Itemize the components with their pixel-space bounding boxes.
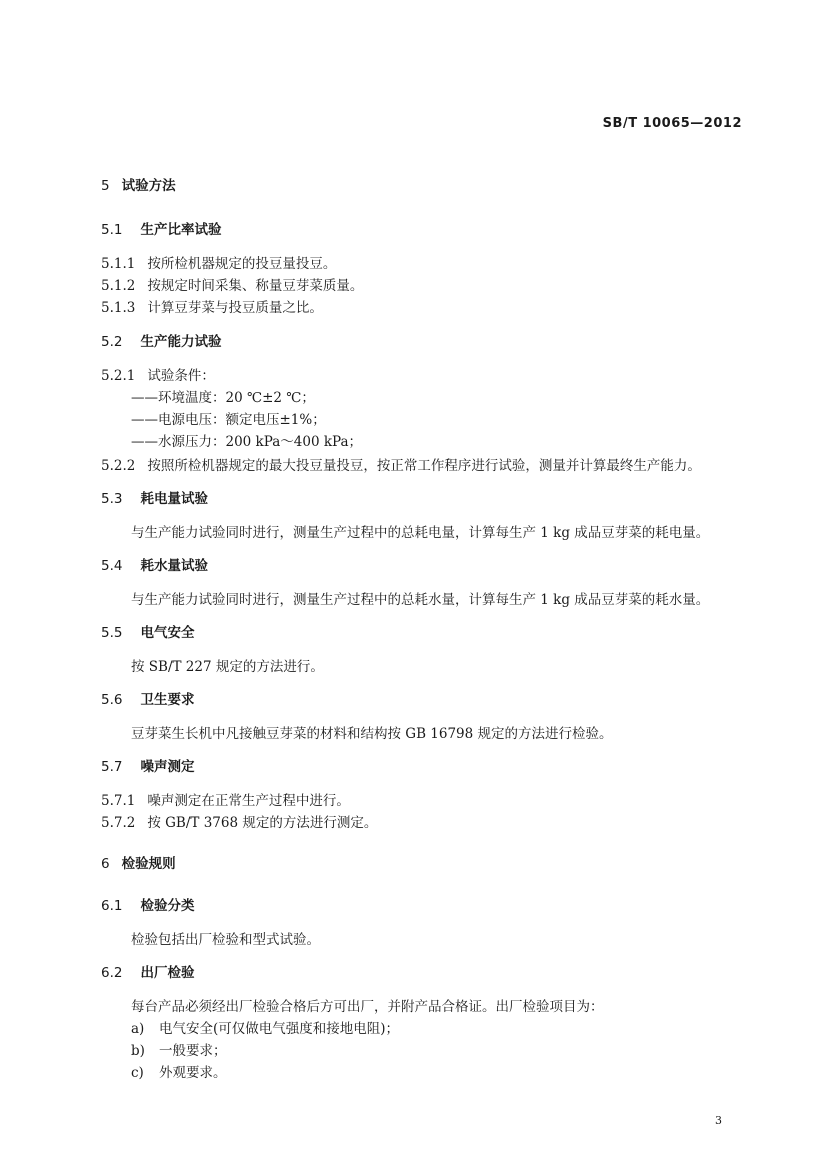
list-item — [131, 1020, 399, 1038]
clause-text: 噪声测定在正常生产过程中进行。 — [147, 793, 350, 809]
section-title: 卫生要求 — [140, 692, 195, 708]
condition-item: ——电源电压：额定电压±1%； — [131, 412, 326, 428]
paragraph-5-6: 豆芽菜生长机中凡接触豆芽菜的材料和结构按 GB 16798 规定的方法进行检验。 — [131, 726, 613, 742]
clause-number: 5.2.1 — [101, 368, 136, 384]
clause-text: 按所检机器规定的投豆量投豆。 — [147, 256, 337, 272]
clause-number: 5.2.2 — [101, 458, 136, 474]
section-heading-5-6 — [101, 691, 194, 709]
paragraph-6-1: 检验包括出厂检验和型式试验。 — [131, 932, 320, 948]
section-number: 6 — [101, 856, 110, 872]
section-title: 耗水量试验 — [140, 558, 208, 574]
section-title: 试验方法 — [121, 178, 176, 194]
list-item-label: a) — [131, 1021, 145, 1037]
list-item-text: 电气安全(可仅做电气强度和接地电阻)； — [159, 1021, 400, 1037]
section-title: 耗电量试验 — [140, 491, 208, 507]
clause-number: 5.1.2 — [101, 278, 136, 294]
clause-text: 计算豆芽菜与投豆质量之比。 — [147, 300, 323, 316]
condition-item: ——环境温度：20 ℃±2 ℃； — [131, 390, 315, 406]
clause-5-1-3 — [101, 299, 323, 317]
clause-text: 试验条件： — [147, 368, 215, 384]
section-heading-5-3 — [101, 490, 208, 508]
clause-number: 5.7.1 — [101, 793, 136, 809]
section-heading-5-5 — [101, 624, 194, 642]
section-number: 5.3 — [101, 491, 123, 507]
clause-number: 5.1.3 — [101, 300, 136, 316]
list-item — [131, 1064, 227, 1082]
section-number: 5.4 — [101, 558, 123, 574]
list-item-label: b) — [131, 1043, 145, 1059]
clause-5-2-2 — [101, 457, 701, 475]
section-title: 出厂检验 — [140, 965, 195, 981]
clause-text: 按 GB/T 3768 规定的方法进行测定。 — [147, 815, 378, 831]
section-heading-5-4 — [101, 557, 208, 575]
paragraph-5-5: 按 SB/T 227 规定的方法进行。 — [131, 659, 324, 675]
clause-5-1-2 — [101, 277, 363, 295]
paragraph-6-2: 每台产品必须经出厂检验合格后方可出厂，并附产品合格证。出厂检验项目为： — [131, 999, 604, 1015]
section-heading-6-1 — [101, 897, 194, 915]
clause-5-1-1 — [101, 255, 336, 273]
section-heading-5-2 — [101, 333, 221, 351]
standard-code: SB/T 10065—2012 — [602, 116, 742, 131]
section-number: 5.1 — [101, 222, 123, 238]
list-item — [131, 1042, 227, 1060]
section-heading-5 — [101, 177, 176, 195]
section-number: 5.5 — [101, 625, 123, 641]
section-number: 5.2 — [101, 334, 123, 350]
section-number: 5 — [101, 178, 110, 194]
clause-5-7-2 — [101, 814, 377, 832]
section-heading-6-2 — [101, 964, 194, 982]
clause-number: 5.7.2 — [101, 815, 136, 831]
list-item-text: 一般要求； — [159, 1043, 227, 1059]
section-number: 5.7 — [101, 759, 123, 775]
paragraph-5-3: 与生产能力试验同时进行，测量生产过程中的总耗电量，计算每生产 1 kg 成品豆芽菜的耗电量。 — [131, 525, 710, 541]
paragraph-5-4: 与生产能力试验同时进行，测量生产过程中的总耗水量，计算每生产 1 kg 成品豆芽菜的耗水量。 — [131, 592, 710, 608]
section-title: 检验规则 — [121, 856, 176, 872]
section-number: 5.6 — [101, 692, 123, 708]
section-heading-6 — [101, 855, 176, 873]
page-number: 3 — [715, 1114, 722, 1127]
section-number: 6.1 — [101, 898, 123, 914]
clause-text: 按规定时间采集、称量豆芽菜质量。 — [147, 278, 364, 294]
section-title: 生产能力试验 — [140, 334, 222, 350]
clause-5-7-1 — [101, 792, 350, 810]
clause-text: 按照所检机器规定的最大投豆量投豆，按正常工作程序进行试验，测量并计算最终生产能力。 — [147, 458, 701, 474]
section-title: 电气安全 — [140, 625, 195, 641]
list-item-label: c) — [131, 1065, 144, 1081]
section-heading-5-1 — [101, 221, 221, 239]
list-item-text: 外观要求。 — [159, 1065, 227, 1081]
clause-number: 5.1.1 — [101, 256, 136, 272]
section-heading-5-7 — [101, 758, 194, 776]
section-title: 噪声测定 — [140, 759, 195, 775]
section-number: 6.2 — [101, 965, 123, 981]
clause-5-2-1 — [101, 367, 215, 385]
section-title: 生产比率试验 — [140, 222, 222, 238]
section-title: 检验分类 — [140, 898, 195, 914]
condition-item: ——水源压力：200 kPa～400 kPa； — [131, 434, 363, 450]
